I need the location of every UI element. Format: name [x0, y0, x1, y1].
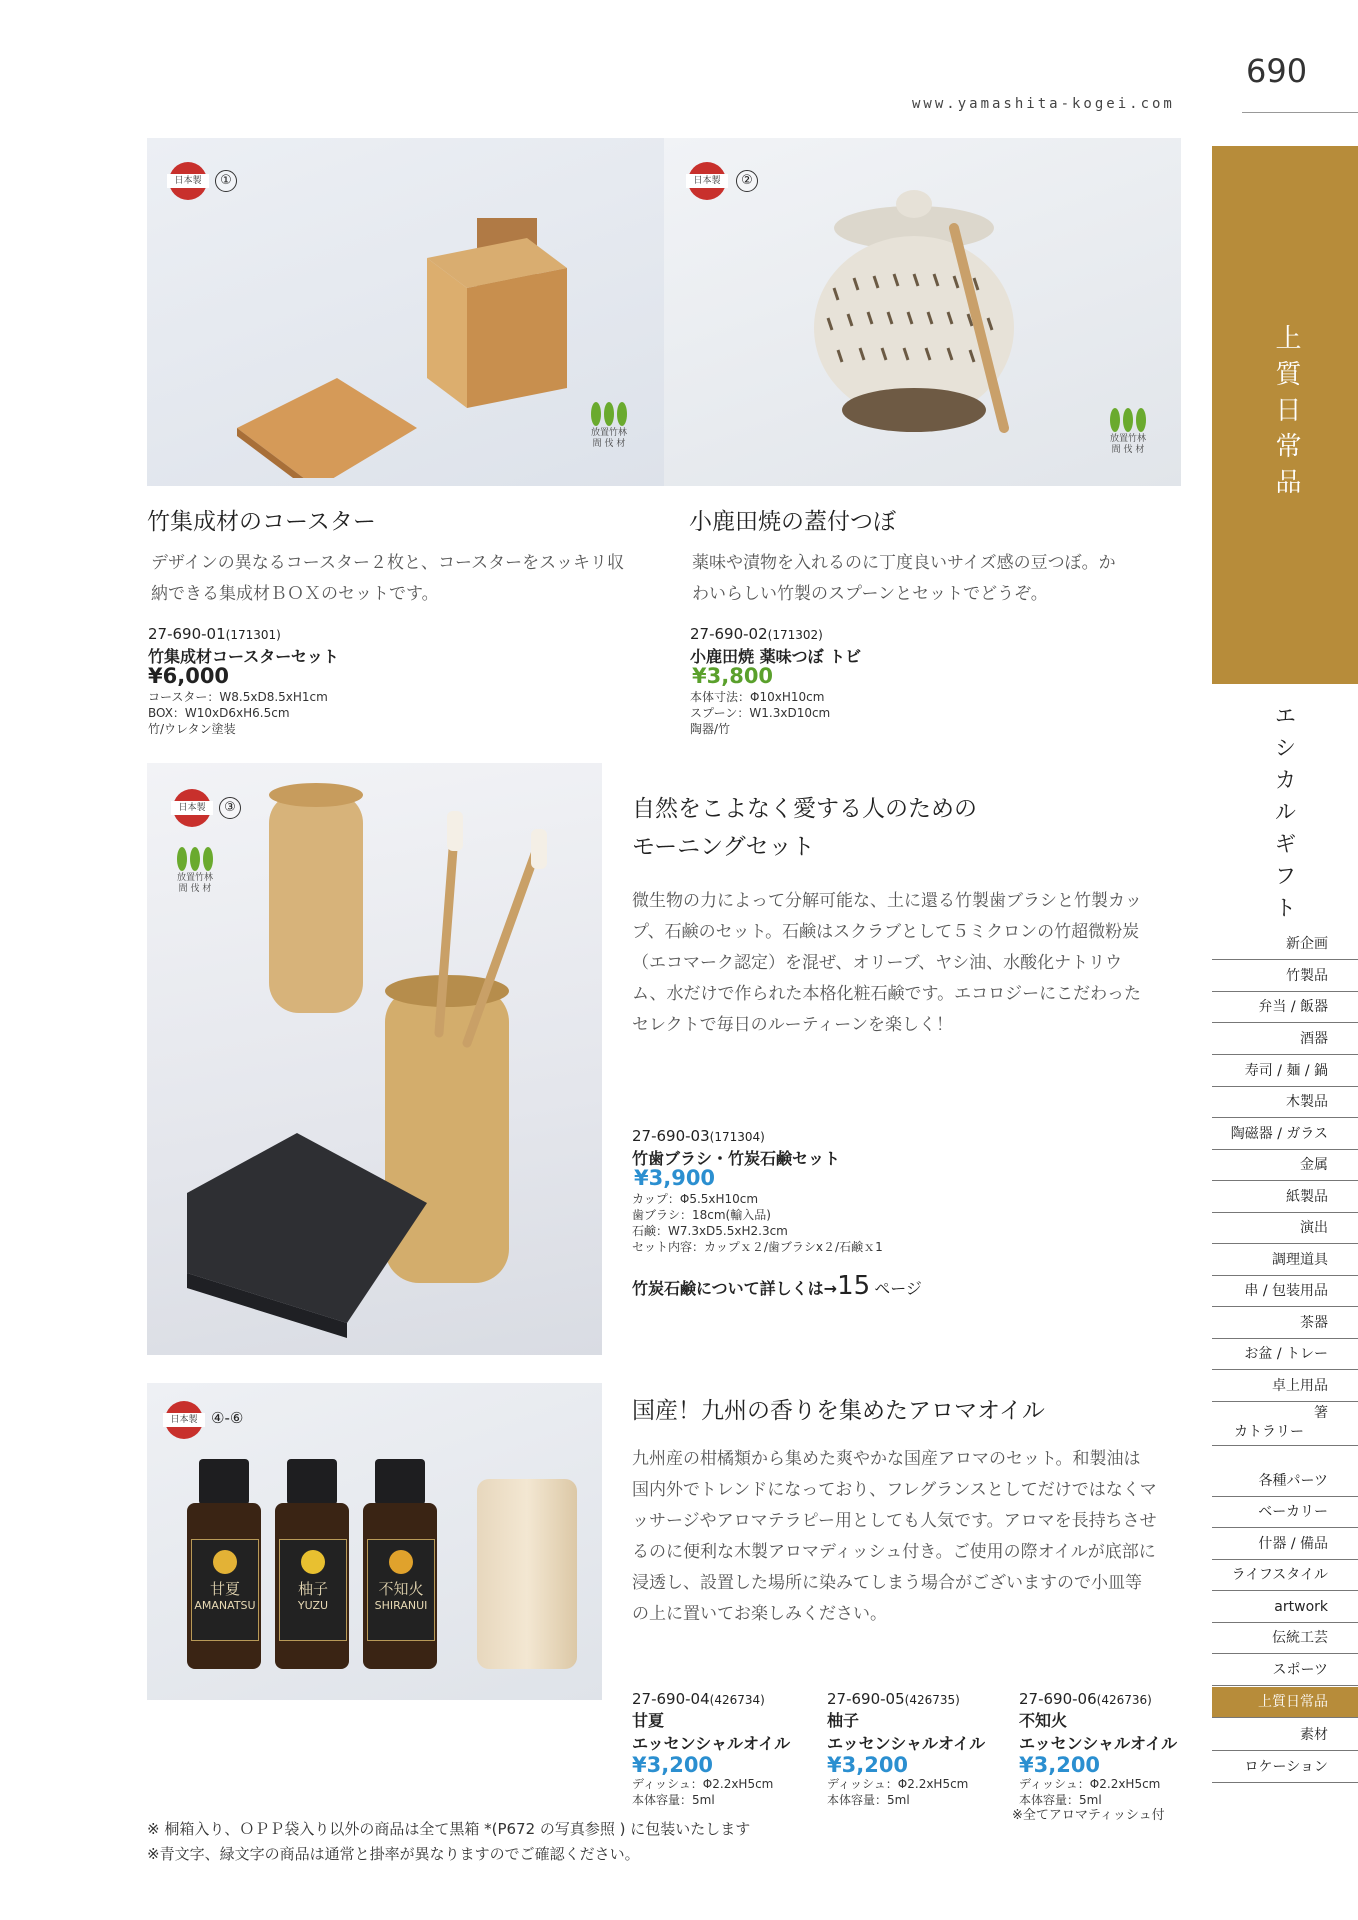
nav-item[interactable]: 金属	[1212, 1150, 1358, 1181]
bamboo-coaster-box-image	[197, 178, 637, 478]
category-tab[interactable]	[1212, 146, 1358, 684]
made-in-japan-badge: 日本製	[169, 162, 207, 200]
product-1-specs: コースター：W8.5xD8.5xH1cm BOX：W10xD6xH6.5cm 竹/ウレタン塗装	[148, 690, 328, 736]
nav-item[interactable]: ロケーション	[1212, 1752, 1358, 1783]
product-3-name: 竹歯ブラシ・竹炭石鹸セット	[632, 1149, 841, 1168]
item-number-2: ②	[736, 170, 758, 192]
product-2-name: 小鹿田焼 薬味つぼ トビ	[690, 647, 862, 666]
nav-item-active[interactable]: 上質日常品	[1212, 1687, 1358, 1718]
product-4-6-photo	[147, 1383, 602, 1700]
nav-item[interactable]: 調理道具	[1212, 1245, 1358, 1276]
footnotes: ※ 桐箱入り、ＯＰＰ袋入り以外の商品は全て黒箱 *(P672 の写真参照 ) に包装いたします ※青文字、緑文字の商品は通常と掛率が異なりますのでご確認ください。	[147, 1820, 751, 1863]
nav-item[interactable]: お盆 / トレー	[1212, 1339, 1358, 1370]
aroma-bottle-yuzu: 柚子 YUZU	[275, 1459, 349, 1669]
nav-item[interactable]: 卓上用品	[1212, 1371, 1358, 1402]
product-3-photo	[147, 763, 602, 1355]
onta-ware-jar-image	[804, 178, 1044, 468]
reference-page-number: 15	[837, 1271, 871, 1301]
made-in-japan-badge: 日本製	[688, 162, 726, 200]
product-1-title: 竹集成材のコースター	[147, 509, 376, 535]
nav-item[interactable]: カトラリー	[1212, 1424, 1358, 1446]
product-2-description: 薬味や漬物を入れるのに丁度良いサイズ感の豆つぼ。かわいらしい竹製のスプーンとセットでどうぞ。	[692, 553, 1116, 604]
category-label: 上質日常品	[1271, 324, 1301, 504]
product-1-name: 竹集成材コースターセット	[148, 647, 339, 666]
page-number-rule	[1242, 112, 1358, 113]
product-code: 27-690-01	[148, 625, 226, 643]
item-number-1: ①	[215, 170, 237, 192]
aroma-bottle-shiranui: 不知火 SHIRANUI	[363, 1459, 437, 1669]
nav-item[interactable]: 什器 / 備品	[1212, 1529, 1358, 1560]
wooden-aroma-dish	[477, 1479, 577, 1669]
product-1-photo	[147, 138, 664, 486]
product-3-code: 27-690-03(171304)	[632, 1127, 765, 1145]
bamboo-thinning-eco-mark: 放置竹林 間 伐 材	[165, 847, 225, 895]
aroma-dish-note: ※全てアロマティッシュ付	[1012, 1808, 1165, 1823]
nav-item[interactable]: 箸	[1314, 1405, 1328, 1421]
product-1-code	[148, 624, 281, 643]
product-5-details: 27-690-05(426735) 柚子 エッセンシャルオイル ¥3,200 ディッシュ：Φ2.2xH5cm 本体容量：5ml	[827, 1690, 986, 1807]
nav-item[interactable]: 木製品	[1212, 1087, 1358, 1118]
nav-item[interactable]: ライフスタイル	[1212, 1560, 1358, 1591]
nav-item[interactable]: 茶器	[1212, 1308, 1358, 1339]
bamboo-toothbrush-soap-set-image	[147, 763, 602, 1355]
product-3-description: 微生物の力によって分解可能な、土に還る竹製歯ブラシと竹製カップ、石鹸のセット。石鹸はスクラブとして５ミクロンの竹超微粉炭（エコマーク認定）を混ぜ、オリーブ、ヤシ油、水酸化ナトリウム、水だけで作られた本格化粧石鹸です。エコロジーにこだわったセレクトで毎日のルーティーンを楽しく！	[632, 891, 1142, 1035]
product-2-title: 小鹿田焼の蓋付つぼ	[689, 509, 896, 535]
product-1-description: デザインの異なるコースター２枚と、コースターをスッキリ収納できる集成材ＢＯＸのセットです。	[151, 553, 624, 604]
charcoal-soap-page-reference[interactable]: 竹炭石鹸について詳しくは→15 ページ	[632, 1271, 922, 1301]
product-3-price: ¥3,900	[634, 1166, 716, 1190]
nav-item[interactable]: 串 / 包装用品	[1212, 1276, 1358, 1307]
product-2-price: ¥3,800	[692, 664, 774, 688]
made-in-japan-badge: 日本製	[173, 789, 211, 827]
nav-item[interactable]: 寿司 / 麺 / 鍋	[1212, 1056, 1358, 1087]
subcategory-label: エシカルギフト	[1271, 704, 1296, 928]
aroma-bottle-amanatsu: 甘夏 AMANATSU	[187, 1459, 261, 1669]
made-in-japan-badge: 日本製	[165, 1401, 203, 1439]
bamboo-thinning-eco-mark: 放置竹林 間 伐 材	[1098, 408, 1158, 456]
product-4-details: 27-690-04(426734) 甘夏 エッセンシャルオイル ¥3,200 ディッシュ：Φ2.2xH5cm 本体容量：5ml	[632, 1690, 791, 1807]
product-3-title: 自然をこよなく愛する人のための モーニングセット	[632, 796, 977, 860]
product-1-price: ¥6,000	[148, 664, 230, 688]
nav-item[interactable]: artwork	[1212, 1592, 1358, 1623]
product-2-code: 27-690-02(171302)	[690, 625, 823, 643]
nav-item[interactable]: スポーツ	[1212, 1655, 1358, 1686]
nav-item[interactable]: ベーカリー	[1212, 1497, 1358, 1528]
product-6-details: 27-690-06(426736) 不知火 エッセンシャルオイル ¥3,200 ディッシュ：Φ2.2xH5cm 本体容量：5ml	[1019, 1690, 1178, 1807]
nav-item[interactable]: 陶磁器 / ガラス	[1212, 1119, 1358, 1150]
nav-item[interactable]: 各種パーツ	[1212, 1466, 1358, 1497]
bamboo-thinning-eco-mark: 放置竹林 間 伐 材	[579, 402, 639, 450]
product-3-specs: カップ：Φ5.5xH10cm 歯ブラシ：18cm(輸入品) 石鹸：W7.3xD5.5xH2.3cm セット内容：カップｘ２/歯ブラシx２/石鹸ｘ1	[632, 1192, 883, 1254]
nav-item[interactable]: 竹製品	[1212, 961, 1358, 992]
page-number: 690	[1246, 52, 1308, 90]
nav-item[interactable]: 素材	[1212, 1720, 1358, 1751]
product-2-photo	[664, 138, 1181, 486]
nav-item[interactable]: 紙製品	[1212, 1182, 1358, 1213]
nav-item[interactable]: 酒器	[1212, 1024, 1358, 1055]
item-number-4-6: ④-⑥	[211, 1409, 244, 1427]
nav-item[interactable]: 弁当 / 飯器	[1212, 992, 1358, 1023]
product-subcode: (171301)	[225, 628, 281, 642]
product-4-6-description: 九州産の柑橘類から集めた爽やかな国産アロマのセット。和製油は国内外でトレンドになっており、フレグランスとしてだけではなくマッサージやアロマテラピー用としても人気です。アロマを長持ちさせるのに便利な木製アロマディッシュ付き。ご使用の際オイルが底部に浸透し、設置した場所に染みてしまう場合がございますので小皿等の上に置いてお楽しみください。	[632, 1449, 1157, 1624]
nav-item[interactable]: 伝統工芸	[1212, 1623, 1358, 1654]
nav-item[interactable]: 演出	[1212, 1213, 1358, 1244]
product-2-specs: 本体寸法：Φ10xH10cm スプーン：W1.3xD10cm 陶器/竹	[690, 690, 831, 736]
nav-item[interactable]: 新企画	[1212, 929, 1358, 960]
item-number-3: ③	[219, 797, 241, 819]
product-4-6-title: 国産！九州の香りを集めたアロマオイル	[632, 1398, 1045, 1424]
site-url[interactable]: www.yamashita-kogei.com	[912, 96, 1175, 112]
